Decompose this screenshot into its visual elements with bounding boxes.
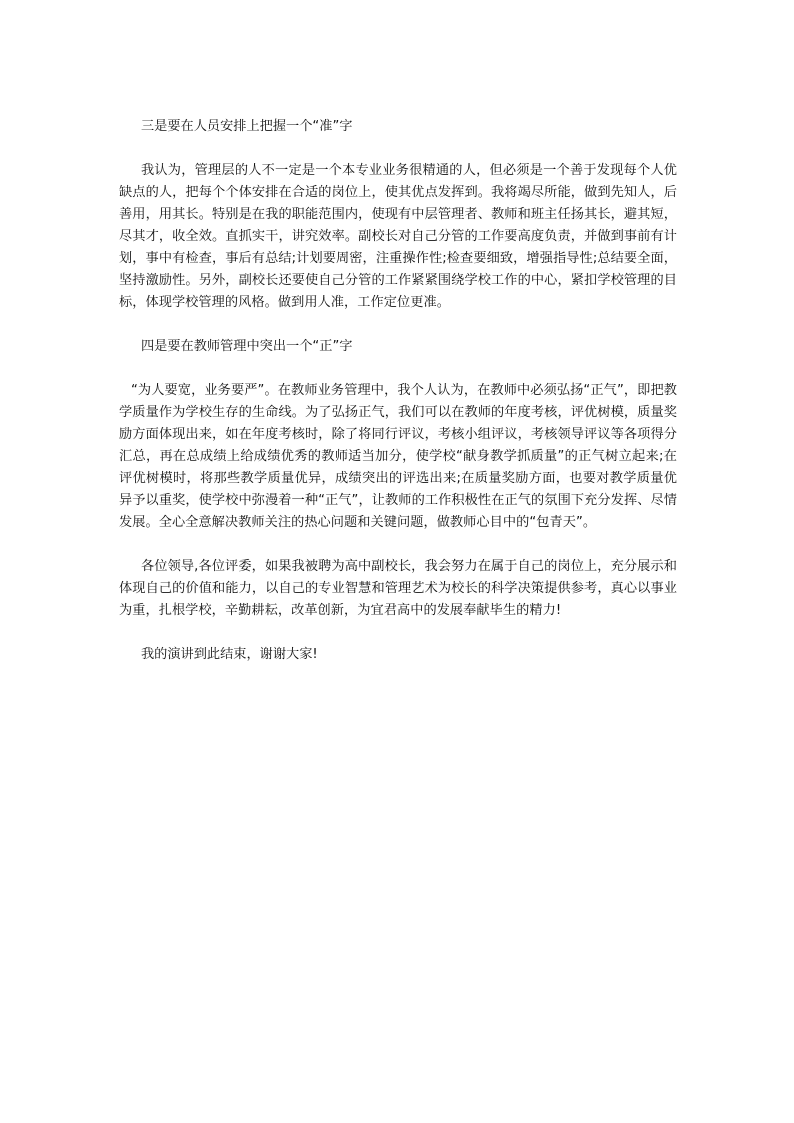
spacer xyxy=(119,314,677,336)
final-line: 我的演讲到此结束，谢谢大家! xyxy=(141,647,318,662)
section4-paragraph: “为人要宽，业务要严”。在教师业务管理中，我个人认为，在教师中必须弘扬“正气”，即把教学质量作为学校生存的生命线。为了弘扬正气，我们可以在教师的年度考核，评优树模，质量奖励方面体现出来，如在年度考核时，除了将同行评议，考核小组评议，考核领导评议等各项得分汇总，再在总成绩上给成绩优秀的教师适当加分，使学校“献身教学抓质量”的正气树立起来;在评优树模时，将那些教学质量优异，成绩突出的评选出来;在质量奖励方面，也要对教学质量优异予以重奖，使学校中弥漫着一种“正气”，让教师的工作积极性在正气的氛围下充分发挥、尽情发展。全心全意解决教师关注的热心问题和关键问题，做教师心目中的“包青天”。 xyxy=(119,383,677,530)
spacer xyxy=(119,622,677,644)
section3-heading: 三是要在人员安排上把握一个“准”字 xyxy=(141,119,353,134)
section3-paragraph: 我认为，管理层的人不一定是一个本专业业务很精通的人，但必须是一个善于发现每个人优缺点的人，把每个个体安排在合适的岗位上，使其优点发挥到。我将竭尽所能，做到先知人，后善用，用其长。特别是在我的职能范围内，使现有中层管理者、教师和班主任扬其长，避其短，尽其才，收全效。直抓实干，讲究效率。副校长对自己分管的工作要高度负责，并做到事前有计划，事中有检查，事后有总结;计划要周密，注重操作性;检查要细致，增强指导性;总结要全面，坚持激励性。另外，副校长还要使自己分管的工作紧紧围绕学校工作的中心，紧扣学校管理的目标，体现学校管理的风格。做到用人准，工作定位更准。 xyxy=(119,163,677,310)
spacer xyxy=(119,138,677,160)
closing-paragraph: 各位领导,各位评委，如果我被聘为高中副校长，我会努力在属于自己的岗位上，充分展示和体现自己的价值和能力，以自己的专业智慧和管理艺术为校长的科学决策提供参考，真心以事业为重，扎根学校，辛勤耕耘，改革创新，为宜君高中的发展奉献毕生的精力! xyxy=(119,559,677,618)
section4-heading: 四是要在教师管理中突出一个“正”字 xyxy=(141,339,353,354)
spacer xyxy=(119,534,677,556)
spacer xyxy=(119,358,677,380)
document-page xyxy=(119,116,677,666)
